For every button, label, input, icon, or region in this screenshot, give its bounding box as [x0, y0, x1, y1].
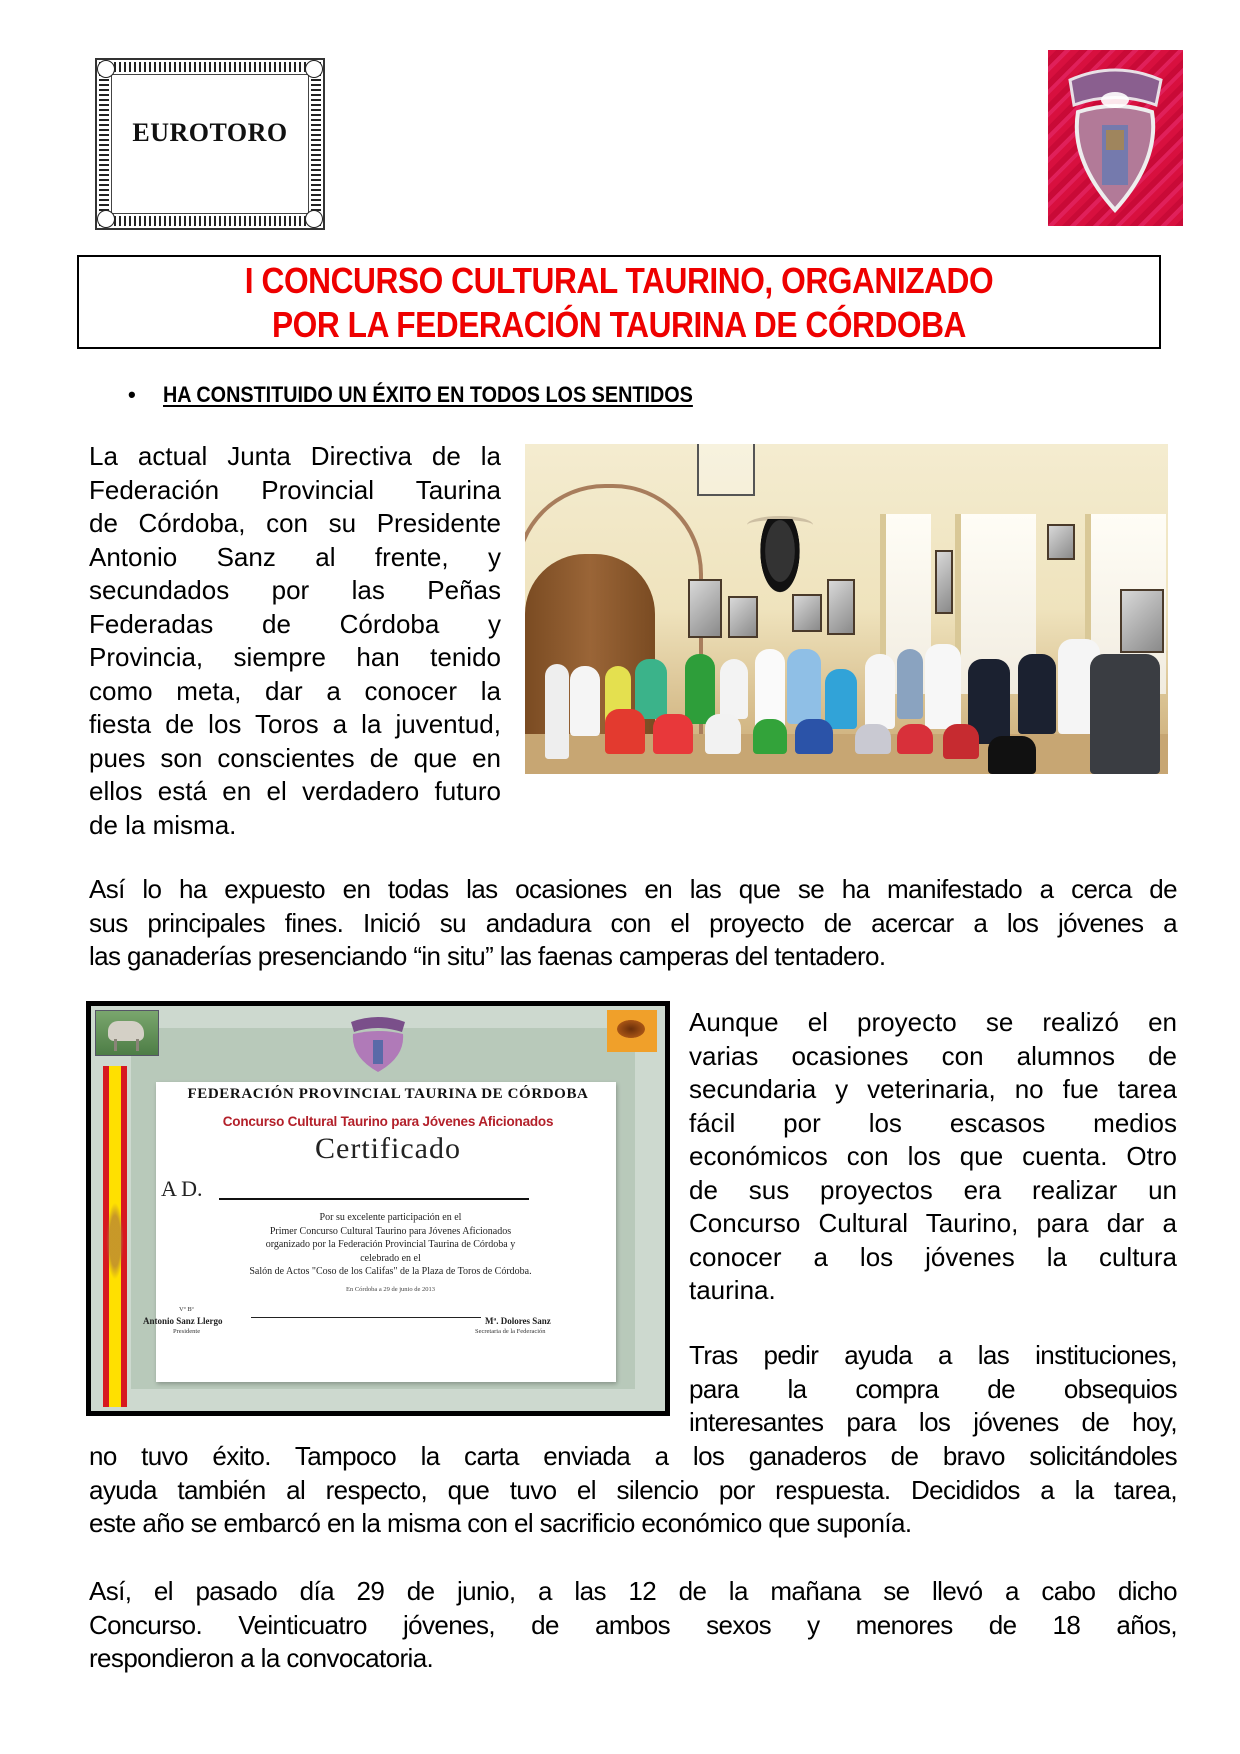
eurotoro-logo [95, 58, 325, 230]
text-line: de sus proyectos era realizar un [689, 1174, 1177, 1205]
paragraph-background [89, 873, 1177, 974]
badge-emblem-icon [1048, 50, 1183, 226]
logo-corner-ornament [97, 60, 115, 78]
photo-person [897, 649, 923, 719]
text-line: para la compra de obsequios [689, 1373, 1177, 1404]
text-line: pues son conscientes de que en [89, 742, 501, 773]
photo-person [653, 714, 693, 754]
certificate-body-line: Por su excelente participación en el [319, 1212, 462, 1223]
photo-person [897, 724, 933, 754]
certificate-title: Certificado [315, 1132, 461, 1165]
photo-wall-picture [827, 579, 855, 635]
headline-box [77, 255, 1161, 349]
logo-corner-ornament [305, 60, 323, 78]
certificate-president-name: Antonio Sanz Llergo [143, 1316, 223, 1326]
text-line: Aunque el proyecto se realizó en [689, 1007, 1177, 1037]
photo-wall-picture [688, 579, 722, 638]
bull-photo-icon [95, 1010, 159, 1056]
text-line: este año se embarcó en la misma con el sacrificio económico que suponía. [89, 1508, 912, 1538]
photo-person [865, 654, 895, 729]
certificate-body [161, 1211, 620, 1279]
certificate-date: En Córdoba a 29 de junio de 2013 [346, 1286, 435, 1293]
photo-wall-picture [792, 594, 822, 632]
certificate-recipient-label: A D. [161, 1176, 203, 1201]
paragraph-funding-side [689, 1339, 1177, 1440]
photo-wall-picture [728, 596, 758, 638]
text-line: Concurso. Veinticuatro jóvenes, de ambos sexos y menores de 18 años, [89, 1609, 1177, 1640]
certificate-secretary-name: Mª. Dolores Sanz [485, 1316, 551, 1326]
subheading-text: HA CONSTITUIDO UN ÉXITO EN TODOS LOS SENTIDOS [163, 382, 693, 407]
photo-wall-picture [1047, 524, 1075, 560]
paragraph-funding [89, 1440, 1177, 1541]
text-line: Federadas de Córdoba y [89, 608, 501, 639]
photo-person [1090, 654, 1160, 774]
certificate-signature-line [251, 1317, 481, 1318]
text-line: las ganaderías presenciando “in situ” las faenas camperas del tentadero. [89, 941, 886, 971]
text-line: fiesta de los Toros a la juventud, [89, 709, 501, 739]
certificate-body-line: Primer Concurso Cultural Taurino para Jóvenes Aficionados [269, 1225, 512, 1237]
text-line: económicos con los que cuenta. Otro [689, 1141, 1177, 1171]
certificate-approval: Vº Bº [179, 1306, 194, 1313]
text-line: ayuda también al respecto, que tuvo el silencio por respuesta. Decididos a la tarea, [89, 1474, 1177, 1505]
text-line: sus principales fines. Inició su andadura con el proyecto de acercar a los jóvenes a [89, 907, 1177, 938]
paragraph-projects [689, 1006, 1177, 1308]
text-line: Así, el pasado día 29 de junio, a las 12 de la mañana se llevó a cabo dicho [89, 1576, 1177, 1606]
headline-line-1: I CONCURSO CULTURAL TAURINO, ORGANIZADO [244, 260, 994, 301]
text-line: ellos está en el verdadero futuro [89, 776, 501, 806]
text-line: Concurso Cultural Taurino, para dar a [689, 1208, 1177, 1238]
photo-person [825, 669, 857, 729]
text-line: respondieron a la convocatoria. [89, 1643, 434, 1673]
photo-wall-picture [1120, 589, 1164, 653]
photo-person [925, 644, 961, 729]
certificate-secretary-role: Secretaria de la Federación [475, 1328, 546, 1335]
certificate-recipient-line [219, 1198, 529, 1200]
photo-person [685, 654, 715, 724]
text-line: Federación Provincial Taurina [89, 474, 501, 505]
certificate-crest-icon [345, 1012, 411, 1074]
paragraph-event [89, 1575, 1177, 1676]
photo-person [943, 724, 979, 759]
text-line: Antonio Sanz al frente, y [89, 541, 501, 572]
text-line: no tuvo éxito. Tampoco la carta enviada a los ganaderos de bravo solicitándoles [89, 1441, 1177, 1471]
photo-person [787, 649, 821, 724]
photo-lantern [697, 444, 755, 496]
logo-corner-ornament [305, 210, 323, 228]
text-line: interesantes para los jóvenes de hoy, [689, 1407, 1177, 1437]
text-line: de Córdoba, con su Presidente [89, 508, 501, 538]
flag-crest-icon [105, 1196, 125, 1286]
photo-person [545, 664, 569, 759]
text-line: secundados por las Peñas [89, 575, 501, 605]
photo-mounted-bull-head [757, 519, 803, 599]
bullet-icon: • [128, 382, 136, 407]
text-line: varias ocasiones con alumnos de [689, 1040, 1177, 1071]
text-line: La actual Junta Directiva de la [89, 441, 501, 471]
text-line: fácil por los escasos medios [689, 1107, 1177, 1138]
certificate-body-line: Salón de Actos "Coso de los Califas" de la Plaza de Toros de Córdoba. [249, 1266, 532, 1277]
photo-wall-picture [935, 550, 953, 614]
logo-text: EUROTORO [132, 118, 288, 147]
photo-person [753, 719, 787, 754]
photo-person [1018, 654, 1056, 734]
photo-person [795, 719, 833, 754]
certificate-organization: FEDERACIÓN PROVINCIAL TAURINA DE CÓRDOBA [187, 1086, 589, 1102]
photo-person [635, 659, 667, 719]
photo-person [605, 709, 645, 754]
text-line: conocer a los jóvenes la cultura [689, 1241, 1177, 1272]
text-line: de la misma. [89, 809, 237, 840]
text-line: como meta, dar a conocer la [89, 675, 501, 706]
certificate-body-line: organizado por la Federación Provincial Taurina de Córdoba y [265, 1239, 516, 1250]
logo-corner-ornament [97, 210, 115, 228]
certificate-president-role: Presidente [173, 1328, 201, 1335]
federation-badge-logo [1048, 50, 1183, 226]
certificate-image [86, 1001, 670, 1416]
text-line: Así lo ha expuesto en todas las ocasiones en las que se ha manifestado a cerca de [89, 874, 1177, 904]
photo-person [988, 736, 1036, 774]
paragraph-intro [89, 440, 501, 842]
certificate-body-line: celebrado en el [360, 1252, 421, 1264]
photo-person [855, 724, 891, 754]
text-line: taurina. [689, 1275, 776, 1305]
text-line: secundaria y veterinaria, no fue tarea [689, 1074, 1177, 1104]
photo-person [570, 666, 600, 736]
text-line: Provincia, siempre han tenido [89, 642, 501, 672]
certificate-contest-name: Concurso Cultural Taurino para Jóvenes Aficionados [222, 1114, 554, 1129]
photo-person [705, 714, 741, 754]
headline-line-2: POR LA FEDERACIÓN TAURINA DE CÓRDOBA [271, 304, 967, 345]
photo-person [755, 649, 785, 729]
bull-silhouette-icon [607, 1010, 657, 1052]
group-photo [525, 444, 1168, 774]
photo-person [720, 659, 748, 719]
text-line: Tras pedir ayuda a las instituciones, [689, 1340, 1177, 1370]
